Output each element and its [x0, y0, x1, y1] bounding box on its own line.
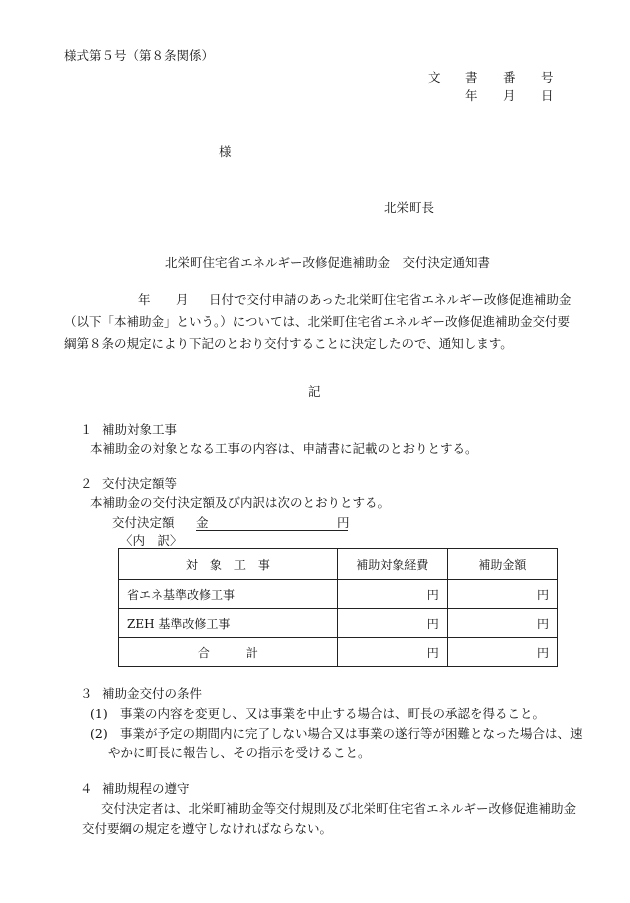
section-body: 本補助金の対象となる工事の内容は、申請書に記載のとおりとする。	[90, 441, 478, 456]
table-cell: 円	[337, 580, 447, 609]
issuer-name: 北栄町長	[384, 200, 435, 215]
intro-line: 綱第８条の規定により下記のとおり交付することに決定したので、通知します。	[64, 336, 513, 351]
doc-number-char: 号	[541, 70, 554, 85]
date-month: 月	[503, 88, 516, 103]
table-cell: 円	[337, 638, 447, 667]
table-cell: 円	[337, 609, 447, 638]
table-cell: 合 計	[119, 638, 338, 667]
table-row	[119, 580, 558, 609]
section-title: 補助規程の遵守	[102, 781, 190, 796]
doc-number-char: 文	[428, 70, 441, 85]
condition-text-cont: やかに町長に報告し、その指示を受けること。	[108, 745, 371, 760]
section-body: 本補助金の交付決定額及び内訳は次のとおりとする。	[90, 495, 391, 510]
intro-line: （以下「本補助金」という。）については、北栄町住宅省エネルギー改修促進補助金交付要	[64, 314, 571, 329]
section-title: 交付決定額等	[102, 476, 178, 491]
breakdown-table	[118, 548, 558, 667]
table-total-row	[119, 638, 558, 667]
condition-text: 事業の内容を変更し、又は事業を中止する場合は、町長の承認を得ること。	[120, 706, 546, 721]
section-body: 交付決定者は、北栄町補助金等交付規則及び北栄町住宅省エネルギー改修促進補助金	[101, 801, 577, 816]
amount-underline	[196, 530, 348, 531]
section-number: ３	[80, 686, 93, 701]
section-title: 補助金交付の条件	[102, 686, 203, 701]
amount-unit: 円	[337, 515, 350, 530]
table-header: 対 象 工 事	[119, 549, 338, 580]
date-day: 日	[541, 88, 554, 103]
table-cell: 円	[447, 609, 557, 638]
condition-mark: (2)	[90, 726, 108, 741]
intro-month: 月	[176, 292, 189, 307]
form-id: 様式第５号（第８条関係）	[64, 48, 215, 63]
breakdown-label: 〈内 訳〉	[120, 533, 183, 548]
section-number: ４	[80, 781, 93, 796]
table-cell: ZEH 基準改修工事	[119, 609, 338, 638]
addressee-suffix: 様	[219, 144, 232, 159]
condition-text: 事業が予定の期間内に完了しない場合又は事業の遂行等が困難となった場合は、速	[120, 726, 583, 741]
intro-year: 年	[138, 292, 151, 307]
ki-label: 記	[308, 384, 321, 399]
table-cell: 円	[447, 580, 557, 609]
table-header: 補助対象経費	[337, 549, 447, 580]
table-header: 補助金額	[447, 549, 557, 580]
section-title: 補助対象工事	[102, 422, 178, 437]
table-header-row	[119, 549, 558, 580]
amount-prefix: 金	[196, 515, 209, 530]
section-body: 交付要綱の規定を遵守しなければならない。	[82, 821, 333, 836]
section-number: ２	[80, 476, 93, 491]
section-number: １	[80, 422, 93, 437]
amount-label: 交付決定額	[112, 515, 175, 530]
date-year: 年	[465, 88, 478, 103]
doc-number-char: 書	[465, 70, 478, 85]
table-row	[119, 609, 558, 638]
table-cell: 省エネ基準改修工事	[119, 580, 338, 609]
document-title: 北栄町住宅省エネルギー改修促進補助金 交付決定通知書	[165, 255, 491, 270]
doc-number-char: 番	[503, 70, 516, 85]
intro-text: 日付で交付申請のあった北栄町住宅省エネルギー改修促進補助金	[209, 292, 572, 307]
condition-mark: (1)	[90, 706, 108, 721]
table-cell: 円	[447, 638, 557, 667]
